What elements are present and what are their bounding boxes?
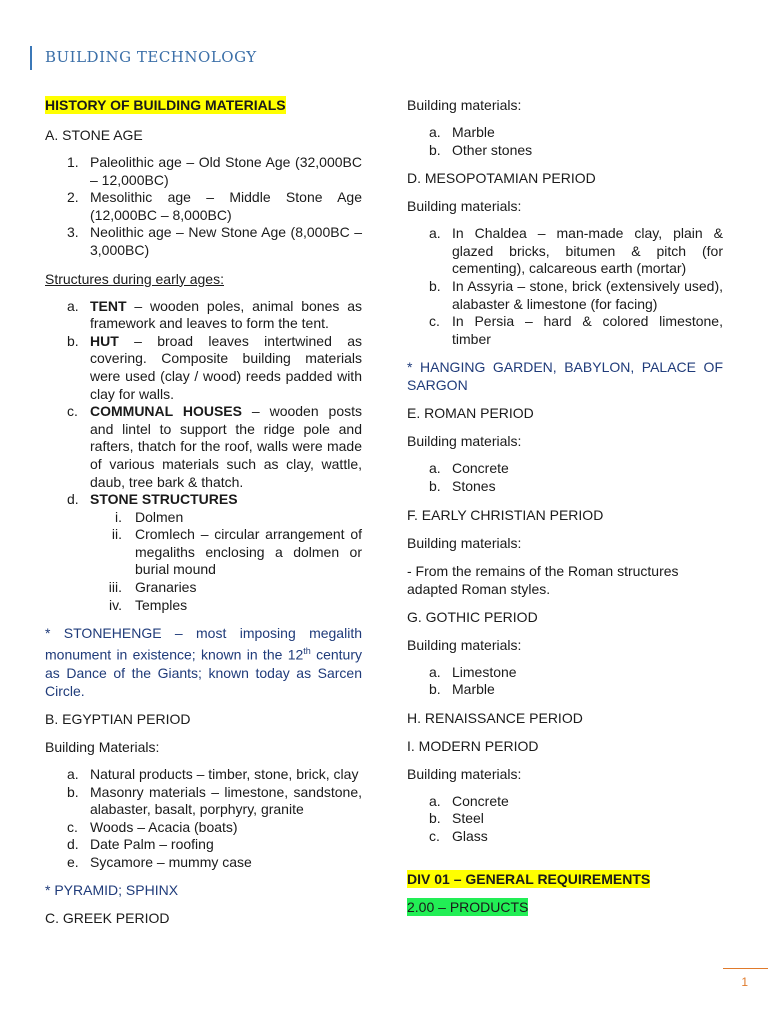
ages-list [45,154,362,260]
list-item: b. HUT – broad leaves intertwined as covering. Composite building materials were used (clay / wood) reeds padded with clay for walls. [67,332,362,402]
list-item: c. In Persia – hard & colored limestone, timber [429,313,723,347]
greek-heading: C. GREEK PERIOD [45,910,170,927]
list-item: i. Dolmen [115,508,184,525]
modern-list [407,793,723,846]
egyptian-list [45,766,362,872]
stonehenge-note: * STONEHENGE – most imposing megalith monument in existence; known in the 12th century as Dance of the Giants; known today as Sarcen Circle. [45,625,362,699]
list-item: c. Woods – Acacia (boats) [67,818,238,835]
early-christian-heading: F. EARLY CHRISTIAN PERIOD [407,506,604,523]
list-item: b. Steel [429,810,484,827]
list-item: b. Masonry materials – limestone, sandstone, alabaster, basalt, porphyry, granite [67,783,362,818]
list-item: 3. Neolithic age – New Stone Age (8,000BC – 3,000BC) [67,224,362,258]
list-item: d. Date Palm – roofing [67,836,214,853]
greek-label: Building materials: [407,97,522,113]
gothic-heading: G. GOTHIC PERIOD [407,608,538,625]
structures-list [45,298,362,615]
list-item: e. Sycamore – mummy case [67,853,252,870]
list-item: a. Concrete [429,792,509,809]
stone-age-heading: A. STONE AGE [45,127,143,143]
list-item: c. Glass [429,827,488,844]
greek-list [407,124,723,159]
list-item: a. Limestone [429,663,517,680]
renaissance-heading: H. RENAISSANCE PERIOD [407,709,583,726]
list-item: iii. Granaries [108,579,197,596]
list-item: iv. Temples [109,596,188,613]
list-item: b. Marble [429,681,495,698]
list-item: a. Marble [429,124,495,140]
list-item: d. STONE STRUCTURES i. Dolmen ii. Cromlech – circular arrangement of megaliths enclosing a dolmen or burial mound iii. Granaries iv. Temples [67,491,362,613]
hanging-garden-note: * HANGING GARDEN, BABYLON, PALACE OF SARGON [407,359,723,394]
list-item: a. Concrete [429,460,509,477]
div01-heading: DIV 01 – GENERAL REQUIREMENTS [407,870,651,887]
running-header: BUILDING TECHNOLOGY [45,48,257,66]
meso-list [407,225,723,348]
list-item: ii. Cromlech – circular arrangement of megaliths enclosing a dolmen or burial mound [111,526,362,578]
stone-structures-list [90,509,362,615]
early-christian-text: - From the remains of the Roman structures adapted Roman styles. [407,562,679,597]
pyramid-note: * PYRAMID; SPHINX [45,882,179,899]
early-christian-label: Building materials: [407,534,522,551]
egyptian-heading: B. EGYPTIAN PERIOD [45,710,191,727]
roman-list [407,460,723,495]
gothic-label: Building materials: [407,636,522,653]
left-column [45,96,362,927]
list-item: c. COMMUNAL HOUSES – wooden posts and lintel to support the ridge pole and rafters, thatch for the roof, walls were made of various materials such as clay, wattle, daub, tree bark & thatch. [67,403,362,490]
modern-label: Building materials: [407,765,522,782]
section-heading: HISTORY OF BUILDING MATERIALS [45,97,286,113]
modern-heading: I. MODERN PERIOD [407,737,539,754]
list-item: b. In Assyria – stone, brick (extensively used), alabaster & limestone (for facing) [429,277,723,312]
structures-title: Structures during early ages: [45,270,224,287]
page-number: 1 [741,975,748,989]
list-item: b. Stones [429,477,496,494]
list-item: 1. Paleolithic age – Old Stone Age (32,000BC – 12,000BC) [67,154,362,188]
right-column [407,96,723,916]
products-heading: 2.00 – PRODUCTS [407,898,529,915]
roman-label: Building materials: [407,433,522,450]
meso-heading: D. MESOPOTAMIAN PERIOD [407,170,596,187]
egyptian-label: Building Materials: [45,738,160,755]
header-accent-bar [30,46,32,70]
list-item: b. Other stones [429,141,533,158]
list-item: a. TENT – wooden poles, animal bones as framework and leaves to form the tent. [67,297,362,332]
roman-heading: E. ROMAN PERIOD [407,405,534,422]
meso-label: Building materials: [407,198,522,215]
list-item: 2. Mesolithic age – Middle Stone Age (12,000BC – 8,000BC) [67,189,362,223]
list-item: a. In Chaldea – man-made clay, plain & glazed bricks, bitumen & pitch (for cementing), calcareous earth (mortar) [429,225,723,277]
gothic-list [407,664,723,699]
list-item: a. Natural products – timber, stone, brick, clay [67,765,359,782]
page-number-rule [723,968,768,969]
